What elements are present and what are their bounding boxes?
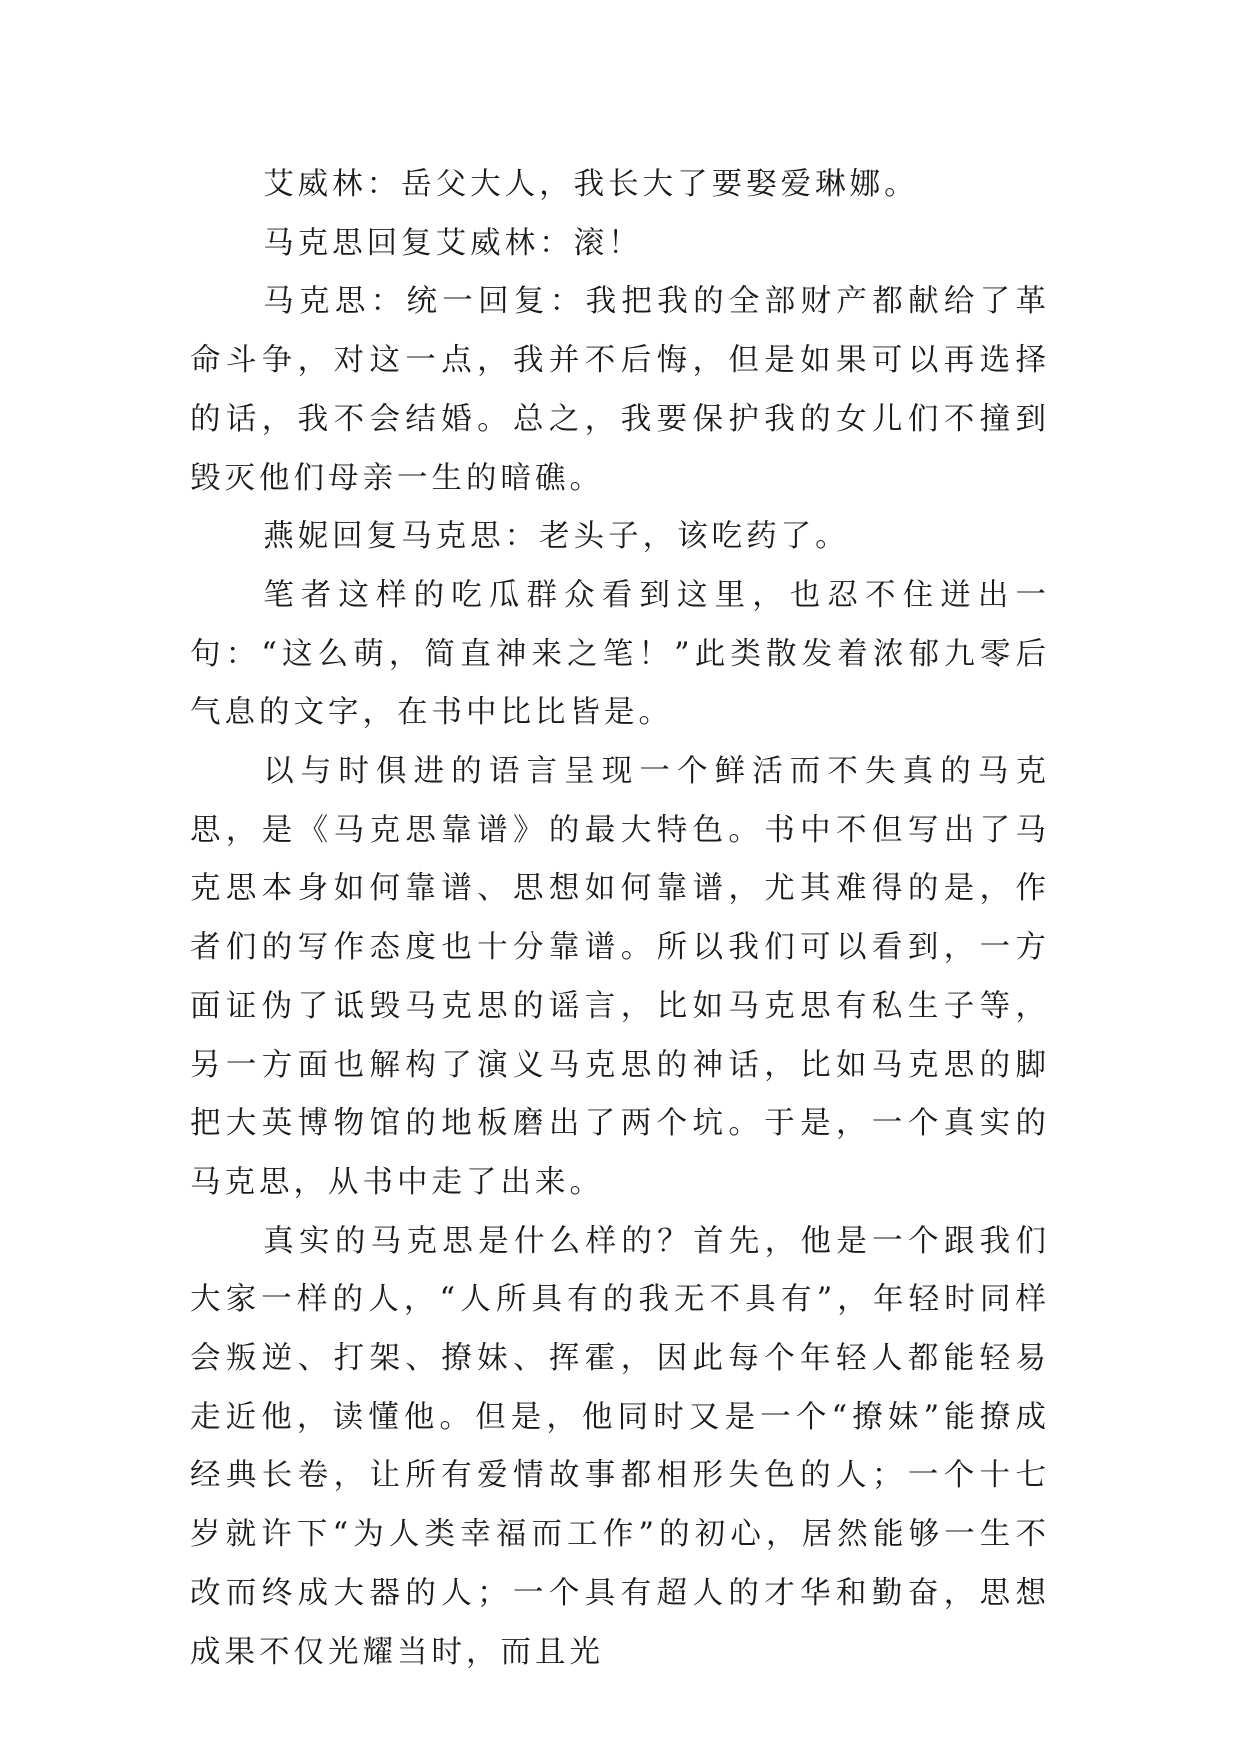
paragraph: 以与时俱进的语言呈现一个鲜活而不失真的马克思，是《马克思靠谱》的最大特色。书中不但写出了马克思本身如何靠谱、思想如何靠谱，尤其难得的是，作者们的写作态度也十分靠谱。所以我们可以看到，一方面证伪了诋毁马克思的谣言，比如马克思有私生子等，另一方面也解构了演义马克思的神话，比如马克思的脚把大英博物馆的地板磨出了两个坑。于是，一个真实的马克思，从书中走了出来。 (190, 754, 1050, 1200)
paragraph: 笔者这样的吃瓜群众看到这里，也忍不住迸出一句：“这么萌，简直神来之笔！”此类散发着浓郁九零后气息的文字，在书中比比皆是。 (190, 577, 1050, 731)
paragraph: 艾威林：岳父大人，我长大了要娶爱琳娜。 (263, 167, 919, 202)
paragraph: 真实的马克思是什么样的？首先，他是一个跟我们大家一样的人，“人所具有的我无不具有”，年轻时同样会叛逆、打架、撩妹、挥霍，因此每个年轻人都能轻易走近他，读懂他。但是，他同时又是一个“撩妹”能撩成经典长卷，让所有爱情故事都相形失色的人；一个十七岁就许下“为人类幸福而工作”的初心，居然能够一生不改而终成大器的人；一个具有超人的才华和勤奋，思想成果不仅光耀当时，而且光 (190, 1223, 1050, 1670)
document-body (190, 156, 1050, 1682)
paragraph: 马克思：统一回复：我把我的全部财产都献给了革命斗争，对这一点，我并不后悔，但是如果可以再选择的话，我不会结婚。总之，我要保护我的女儿们不撞到毁灭他们母亲一生的暗礁。 (190, 284, 1050, 496)
paragraph: 马克思回复艾威林：滚！ (263, 225, 643, 261)
paragraph: 燕妮回复马克思：老头子，该吃药了。 (263, 519, 850, 555)
